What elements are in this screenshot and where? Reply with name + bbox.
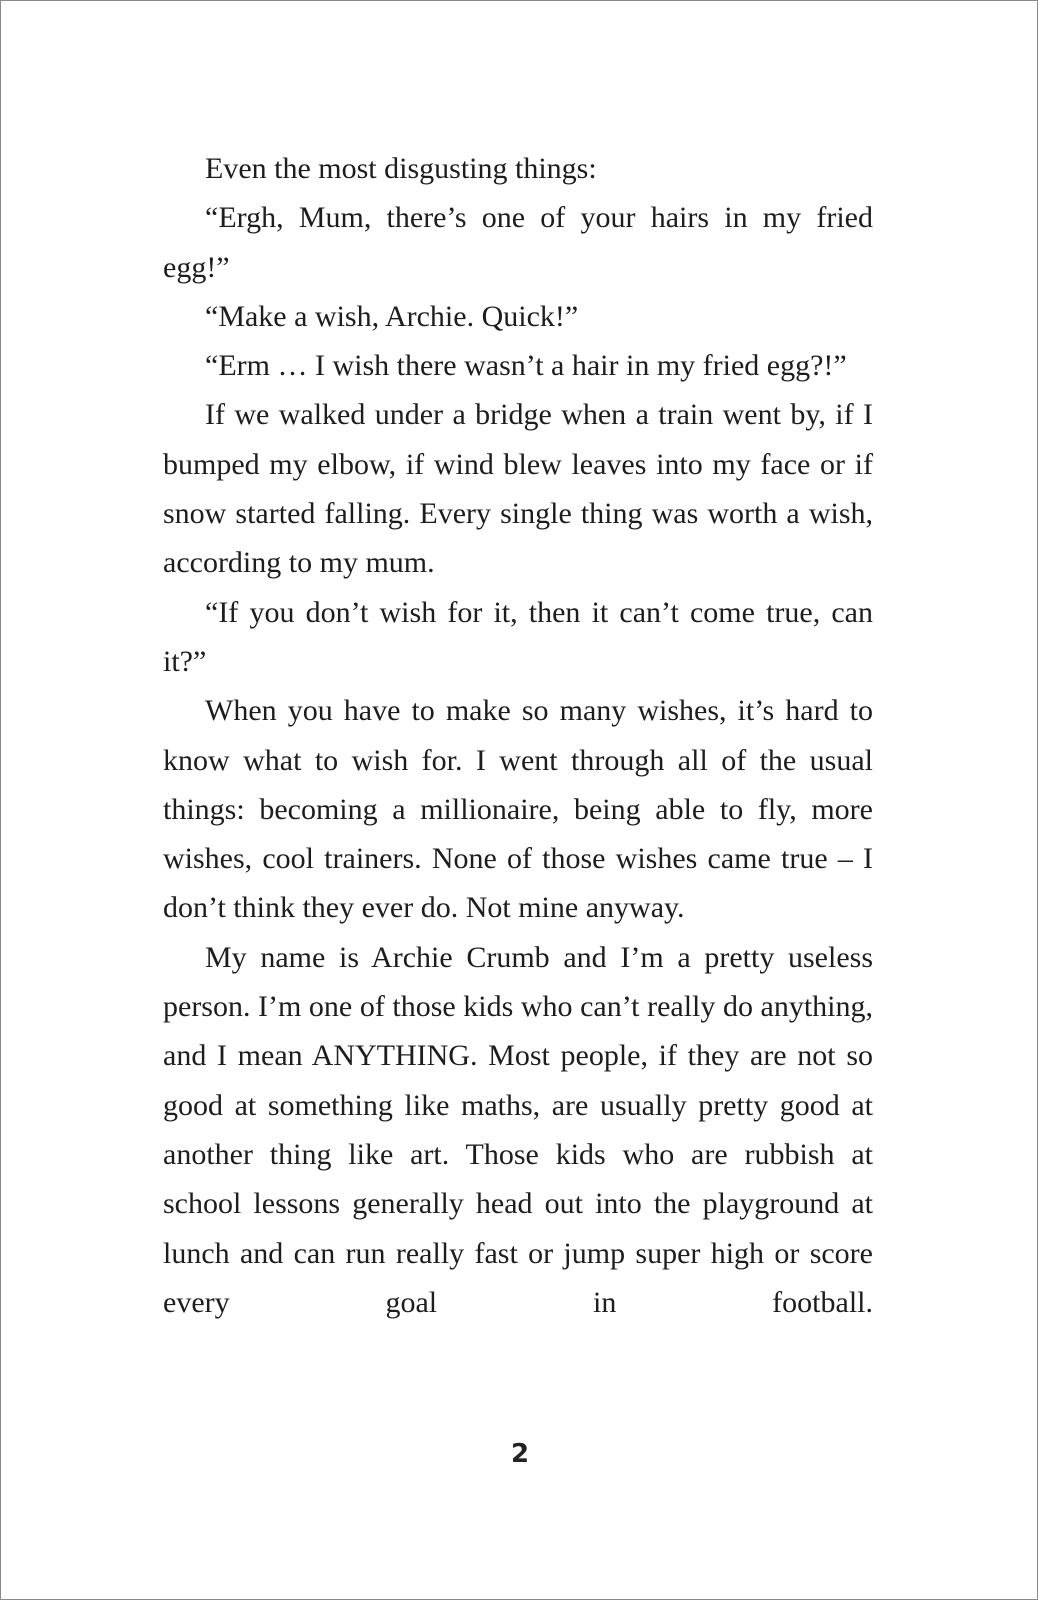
body-text xyxy=(163,144,873,1327)
paragraph: When you have to make so many wishes, it’s hard to know what to wish for. I went through all of the usual things: becoming a millionaire, being able to fly, more wishes, cool trainers. None of those wishes came true – I don’t think they ever do. Not mine anyway. xyxy=(163,694,873,925)
paragraph: “Make a wish, Archie. Quick!” xyxy=(205,299,579,333)
paragraph: “Ergh, Mum, there’s one of your hairs in my fried egg!” xyxy=(163,201,873,284)
page-number: 2 xyxy=(510,1439,530,1469)
paragraph: If we walked under a bridge when a train went by, if I bumped my elbow, if wind blew leaves into my face or if snow started falling. Every single thing was worth a wish, according to my mum. xyxy=(163,398,873,580)
paragraph: My name is Archie Crumb and I’m a pretty useless person. I’m one of those kids who can’t really do anything, and I mean ANYTHING. Most people, if they are not so good at something like maths, are usually pretty good at another thing like art. Those kids who are rubbish at school lessons generally head out into the playground at lunch and can run really fast or jump super high or score every goal in football. xyxy=(163,940,873,1319)
paragraph: “If you don’t wish for it, then it can’t come true, can it?” xyxy=(163,595,873,678)
paragraph: Even the most disgusting things: xyxy=(205,152,597,185)
paragraph: “Erm … I wish there wasn’t a hair in my fried egg?!” xyxy=(205,349,847,383)
